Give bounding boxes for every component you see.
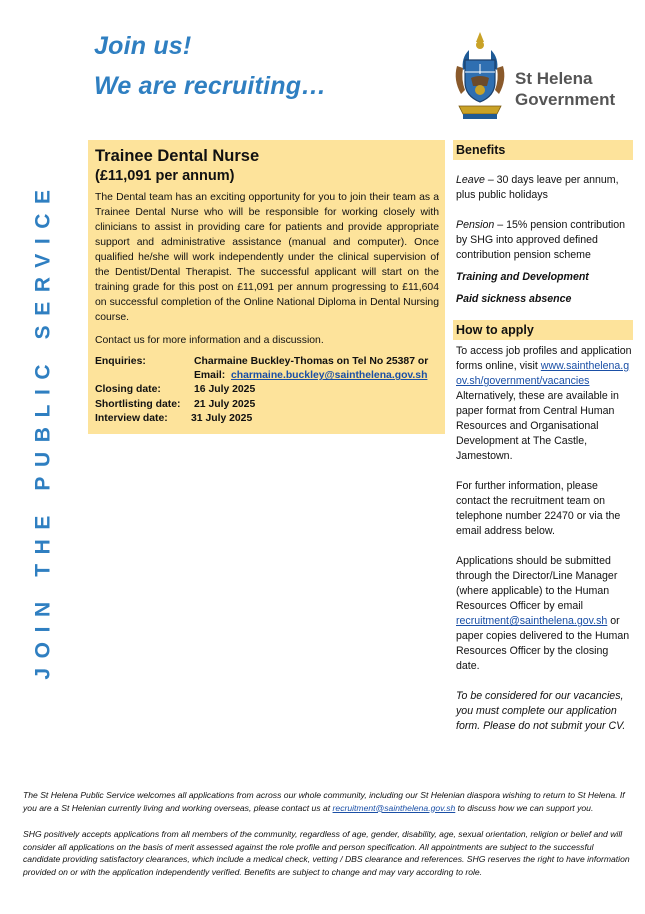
crest-icon [451,30,509,122]
headline-join-us: Join us! [94,32,192,60]
closing-date-label: Closing date: [95,384,161,396]
how-to-apply-body [453,344,633,734]
interview-date-value: 31 July 2025 [191,412,253,424]
how-to-apply-heading: How to apply [453,320,633,340]
footer-email-link[interactable]: recruitment@sainthelena.gov.sh [332,802,456,813]
apply-p3-prefix: Applications should be submitted through the Director/Line Manager (where applicable) to the Human Resources Officer by email [456,555,618,612]
footer-paragraph-1 [23,789,630,814]
benefit-training: Training and Development [456,271,589,283]
enquiries-label: Enquiries: [95,356,146,367]
leave-text: – 30 days leave per annum, plus public holidays [456,174,619,201]
shortlisting-date-value: 21 July 2025 [194,398,256,410]
closing-date-row [95,383,439,397]
headline-recruiting: We are recruiting… [94,72,327,100]
apply-p1-suffix: Alternatively, these are available in paper format from Central Human Resources and Organisational Development at The Castle, Jamestown. [456,390,619,462]
benefits-list [453,173,633,307]
email-value [194,369,439,383]
interview-date-label: Interview date: [95,412,168,424]
government-name [515,68,615,110]
vacancies-link[interactable]: www.sainthelena.gov.sh/government/vacancies [456,360,630,387]
job-title: Trainee Dental Nurse [95,147,260,165]
shortlisting-date-row [95,398,439,412]
apply-paragraph-3 [456,554,633,674]
email-row [95,369,439,383]
closing-date-value: 16 July 2025 [194,384,256,396]
enquiries-email-link[interactable]: charmaine.buckley@sainthelena.gov.sh [230,370,428,382]
apply-p1-prefix: To access job profiles and application forms online, visit [456,345,632,372]
job-panel [88,140,445,434]
pension-label: Pension [456,219,495,231]
shortlisting-date-label: Shortlisting date: [95,398,181,410]
benefits-heading: Benefits [453,140,633,160]
benefit-pension [456,218,633,263]
logo-line-2: Government [515,90,616,109]
interview-date-row [95,412,439,426]
email-prefix: Email: [194,370,226,382]
enquiries-row [95,355,439,369]
apply-p3-suffix: or paper copies delivered to the Human Resources Officer by the closing date. [456,615,630,672]
vertical-banner-text: JOIN THE PUBLIC SERVICE [32,180,56,680]
footer-paragraph-2: SHG positively accepts applications from all members of the community, regardless of age, gender, disability, age, sexual orientation, religion or belief and will consider all applications on the basis of merit assessed against the role profile and person specification. All appointments are subject to the successful candidate providing satisfactory clearances, which include a medical check, vetting / DBS clearance and references. SHG reserves the right to have information provided on or with the application independently verified. Benefits are subject to change and may vary according to role. [23,829,630,877]
logo-line-1: St Helena [515,69,593,88]
job-contact-line: Contact us for more information and a discussion. [95,335,324,346]
apply-paragraph-4: To be considered for our vacancies, you must complete our application form. Please do not submit your CV. [456,690,626,732]
enquiries-value: Charmaine Buckley-Thomas on Tel No 25387 or [194,356,429,367]
apply-paragraph-1 [456,344,633,464]
vertical-banner [30,140,58,720]
job-description: The Dental team has an exciting opportunity for you to join their team as a Trainee Dental Nurse who will be responsible for working closely with clinicians to assist in providing care for patients and provide appropriate support and administrative assistance (manual and computer). Once qualified he/she will work independently under the clinical supervision of the Dentist/Dental Therapist. The successful applicant will start on the training grade for this post on £11,091 per annum progressing to £11,604 on successful completion of the Online National Diploma in Dental Nursing course. [95,192,439,323]
footer-p1-prefix: The St Helena Public Service welcomes all applications from across our whole community, including our St Helenian diaspora wishing to return to St Helena. If you are a St Helenian currently living and working overseas, please contact us at [23,790,625,813]
footer-p1-suffix: to discuss how we can support you. [455,802,594,813]
apply-paragraph-2: For further information, please contact the recruitment team on telephone number 22470 or via the email address below. [456,480,621,537]
recruitment-email-link[interactable]: recruitment@sainthelena.gov.sh [456,615,608,627]
leave-label: Leave [456,174,485,186]
pension-text: – 15% pension contribution by SHG into approved defined contribution pension scheme [456,219,626,261]
benefit-leave [456,173,633,203]
job-salary: (£11,091 per annum) [95,168,235,184]
benefit-sickness: Paid sickness absence [456,293,572,305]
